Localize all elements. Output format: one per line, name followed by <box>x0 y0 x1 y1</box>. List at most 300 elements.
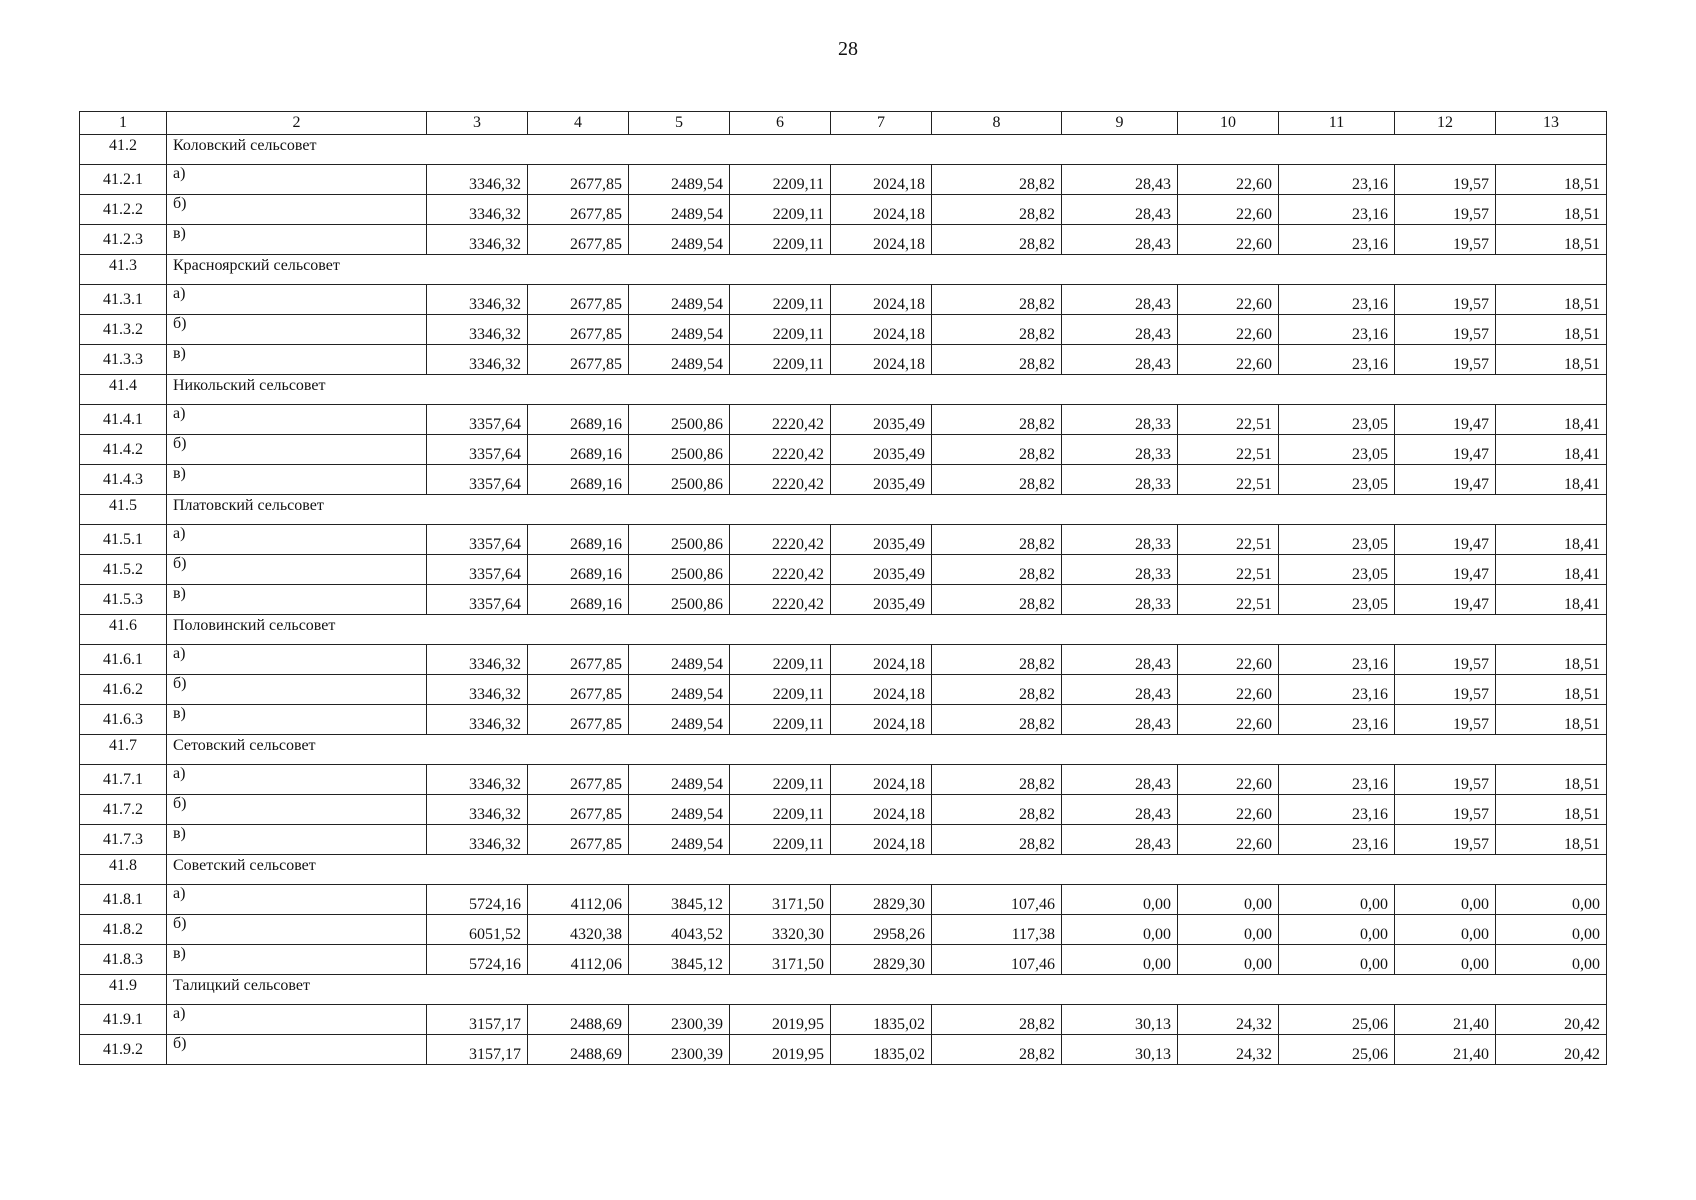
value-cell-col-5: 2500,86 <box>629 435 730 465</box>
value-cell-col-4: 2689,16 <box>528 585 629 615</box>
value-cell-col-10: 0,00 <box>1178 945 1279 975</box>
row-code: 41.6.3 <box>80 705 167 735</box>
section-row <box>80 735 1607 765</box>
value-cell-col-5: 2300,39 <box>629 1005 730 1035</box>
value-cell-col-12: 19,47 <box>1395 555 1496 585</box>
value-cell-col-9: 28,43 <box>1062 165 1178 195</box>
table-row <box>80 555 1607 585</box>
value-cell-col-7: 2035,49 <box>831 585 932 615</box>
value-cell-col-4: 2488,69 <box>528 1005 629 1035</box>
table-row <box>80 285 1607 315</box>
value-cell-col-3: 3357,64 <box>427 525 528 555</box>
section-row <box>80 615 1607 645</box>
value-cell-col-3: 3157,17 <box>427 1005 528 1035</box>
value-cell-col-4: 2689,16 <box>528 435 629 465</box>
value-cell-col-13: 18,41 <box>1496 555 1607 585</box>
value-cell-col-5: 2489,54 <box>629 345 730 375</box>
value-cell-col-6: 3171,50 <box>730 885 831 915</box>
value-cell-col-12: 19,57 <box>1395 705 1496 735</box>
value-cell-col-3: 3357,64 <box>427 585 528 615</box>
value-cell-col-6: 2209,11 <box>730 795 831 825</box>
value-cell-col-3: 3346,32 <box>427 825 528 855</box>
section-row <box>80 975 1607 1005</box>
section-row <box>80 495 1607 525</box>
row-variant: б) <box>167 915 427 945</box>
column-header-7: 7 <box>831 112 932 135</box>
value-cell-col-7: 2035,49 <box>831 525 932 555</box>
column-header-1: 1 <box>80 112 167 135</box>
row-code: 41.7.2 <box>80 795 167 825</box>
value-cell-col-8: 28,82 <box>932 795 1062 825</box>
section-code: 41.9 <box>80 975 167 1005</box>
row-variant: а) <box>167 285 427 315</box>
value-cell-col-8: 28,82 <box>932 645 1062 675</box>
column-header-4: 4 <box>528 112 629 135</box>
row-variant: а) <box>167 405 427 435</box>
value-cell-col-3: 3346,32 <box>427 345 528 375</box>
value-cell-col-11: 23,16 <box>1279 315 1395 345</box>
value-cell-col-4: 2677,85 <box>528 225 629 255</box>
value-cell-col-3: 3346,32 <box>427 795 528 825</box>
section-name: Никольский сельсовет <box>167 375 1607 405</box>
value-cell-col-5: 2500,86 <box>629 585 730 615</box>
value-cell-col-5: 2489,54 <box>629 795 730 825</box>
value-cell-col-9: 28,43 <box>1062 705 1178 735</box>
value-cell-col-11: 23,16 <box>1279 225 1395 255</box>
value-cell-col-10: 22,60 <box>1178 345 1279 375</box>
row-code: 41.7.3 <box>80 825 167 855</box>
value-cell-col-9: 28,43 <box>1062 345 1178 375</box>
value-cell-col-12: 0,00 <box>1395 945 1496 975</box>
value-cell-col-4: 2677,85 <box>528 765 629 795</box>
row-variant: б) <box>167 1035 427 1065</box>
value-cell-col-4: 4112,06 <box>528 945 629 975</box>
value-cell-col-10: 0,00 <box>1178 915 1279 945</box>
value-cell-col-7: 2035,49 <box>831 555 932 585</box>
value-cell-col-10: 22,60 <box>1178 195 1279 225</box>
value-cell-col-9: 0,00 <box>1062 945 1178 975</box>
value-cell-col-7: 2024,18 <box>831 225 932 255</box>
value-cell-col-12: 19,57 <box>1395 825 1496 855</box>
value-cell-col-6: 2220,42 <box>730 465 831 495</box>
table-row <box>80 795 1607 825</box>
value-cell-col-11: 23,16 <box>1279 675 1395 705</box>
value-cell-col-11: 23,16 <box>1279 765 1395 795</box>
value-cell-col-7: 2024,18 <box>831 195 932 225</box>
value-cell-col-9: 28,43 <box>1062 285 1178 315</box>
value-cell-col-8: 28,82 <box>932 315 1062 345</box>
value-cell-col-13: 18,51 <box>1496 195 1607 225</box>
value-cell-col-6: 2220,42 <box>730 525 831 555</box>
value-cell-col-12: 19,47 <box>1395 525 1496 555</box>
value-cell-col-5: 2300,39 <box>629 1035 730 1065</box>
row-code: 41.9.1 <box>80 1005 167 1035</box>
value-cell-col-8: 28,82 <box>932 225 1062 255</box>
table-row <box>80 585 1607 615</box>
value-cell-col-3: 3346,32 <box>427 285 528 315</box>
value-cell-col-5: 2489,54 <box>629 285 730 315</box>
value-cell-col-3: 3357,64 <box>427 435 528 465</box>
value-cell-col-12: 19,57 <box>1395 315 1496 345</box>
row-code: 41.5.2 <box>80 555 167 585</box>
value-cell-col-6: 2019,95 <box>730 1005 831 1035</box>
value-cell-col-5: 2489,54 <box>629 165 730 195</box>
value-cell-col-3: 6051,52 <box>427 915 528 945</box>
value-cell-col-13: 18,51 <box>1496 165 1607 195</box>
value-cell-col-7: 2024,18 <box>831 705 932 735</box>
value-cell-col-13: 0,00 <box>1496 915 1607 945</box>
table-row <box>80 885 1607 915</box>
value-cell-col-8: 28,82 <box>932 555 1062 585</box>
value-cell-col-11: 23,05 <box>1279 555 1395 585</box>
column-header-2: 2 <box>167 112 427 135</box>
value-cell-col-10: 22,60 <box>1178 705 1279 735</box>
value-cell-col-7: 2035,49 <box>831 465 932 495</box>
value-cell-col-5: 2500,86 <box>629 555 730 585</box>
column-header-8: 8 <box>932 112 1062 135</box>
value-cell-col-5: 2500,86 <box>629 405 730 435</box>
value-cell-col-10: 22,51 <box>1178 435 1279 465</box>
value-cell-col-13: 18,51 <box>1496 825 1607 855</box>
value-cell-col-11: 25,06 <box>1279 1035 1395 1065</box>
value-cell-col-6: 3320,30 <box>730 915 831 945</box>
value-cell-col-4: 2677,85 <box>528 675 629 705</box>
value-cell-col-9: 28,43 <box>1062 225 1178 255</box>
value-cell-col-5: 2489,54 <box>629 825 730 855</box>
value-cell-col-13: 18,41 <box>1496 585 1607 615</box>
value-cell-col-6: 2209,11 <box>730 705 831 735</box>
section-name: Коловский сельсовет <box>167 135 1607 165</box>
value-cell-col-9: 28,43 <box>1062 795 1178 825</box>
row-variant: а) <box>167 1005 427 1035</box>
value-cell-col-7: 2024,18 <box>831 825 932 855</box>
value-cell-col-3: 3346,32 <box>427 765 528 795</box>
row-variant: б) <box>167 795 427 825</box>
value-cell-col-11: 23,16 <box>1279 195 1395 225</box>
value-cell-col-7: 2024,18 <box>831 285 932 315</box>
value-cell-col-11: 23,05 <box>1279 525 1395 555</box>
value-cell-col-5: 2500,86 <box>629 465 730 495</box>
value-cell-col-10: 22,60 <box>1178 765 1279 795</box>
value-cell-col-12: 19,57 <box>1395 195 1496 225</box>
value-cell-col-11: 23,16 <box>1279 645 1395 675</box>
page-number: 28 <box>838 38 858 60</box>
value-cell-col-13: 18,41 <box>1496 465 1607 495</box>
value-cell-col-8: 28,82 <box>932 1005 1062 1035</box>
value-cell-col-5: 2489,54 <box>629 315 730 345</box>
value-cell-col-9: 28,33 <box>1062 585 1178 615</box>
tariff-table <box>79 111 1607 1065</box>
value-cell-col-10: 22,51 <box>1178 525 1279 555</box>
row-variant: в) <box>167 345 427 375</box>
value-cell-col-9: 28,33 <box>1062 405 1178 435</box>
value-cell-col-11: 23,05 <box>1279 405 1395 435</box>
table-row <box>80 315 1607 345</box>
value-cell-col-4: 2689,16 <box>528 525 629 555</box>
value-cell-col-8: 28,82 <box>932 585 1062 615</box>
value-cell-col-3: 3157,17 <box>427 1035 528 1065</box>
table-row <box>80 195 1607 225</box>
value-cell-col-6: 2209,11 <box>730 165 831 195</box>
value-cell-col-8: 117,38 <box>932 915 1062 945</box>
section-code: 41.2 <box>80 135 167 165</box>
value-cell-col-3: 5724,16 <box>427 945 528 975</box>
row-variant: в) <box>167 705 427 735</box>
value-cell-col-7: 2024,18 <box>831 165 932 195</box>
value-cell-col-3: 3357,64 <box>427 405 528 435</box>
row-code: 41.8.1 <box>80 885 167 915</box>
value-cell-col-7: 2024,18 <box>831 645 932 675</box>
value-cell-col-10: 22,60 <box>1178 675 1279 705</box>
value-cell-col-4: 2689,16 <box>528 465 629 495</box>
value-cell-col-10: 22,60 <box>1178 825 1279 855</box>
value-cell-col-13: 0,00 <box>1496 945 1607 975</box>
value-cell-col-11: 23,16 <box>1279 825 1395 855</box>
section-code: 41.3 <box>80 255 167 285</box>
section-row <box>80 135 1607 165</box>
value-cell-col-7: 2024,18 <box>831 675 932 705</box>
value-cell-col-12: 19,57 <box>1395 645 1496 675</box>
value-cell-col-11: 0,00 <box>1279 885 1395 915</box>
value-cell-col-11: 25,06 <box>1279 1005 1395 1035</box>
value-cell-col-8: 107,46 <box>932 885 1062 915</box>
value-cell-col-3: 3357,64 <box>427 465 528 495</box>
row-code: 41.6.1 <box>80 645 167 675</box>
value-cell-col-12: 0,00 <box>1395 915 1496 945</box>
value-cell-col-8: 28,82 <box>932 825 1062 855</box>
row-code: 41.2.3 <box>80 225 167 255</box>
row-code: 41.2.2 <box>80 195 167 225</box>
value-cell-col-13: 18,51 <box>1496 675 1607 705</box>
row-variant: б) <box>167 195 427 225</box>
value-cell-col-4: 2677,85 <box>528 795 629 825</box>
column-header-6: 6 <box>730 112 831 135</box>
value-cell-col-6: 2209,11 <box>730 195 831 225</box>
table-row <box>80 675 1607 705</box>
table-row <box>80 465 1607 495</box>
section-code: 41.5 <box>80 495 167 525</box>
value-cell-col-6: 2220,42 <box>730 585 831 615</box>
value-cell-col-9: 28,33 <box>1062 465 1178 495</box>
value-cell-col-7: 2024,18 <box>831 765 932 795</box>
value-cell-col-6: 3171,50 <box>730 945 831 975</box>
value-cell-col-9: 28,43 <box>1062 195 1178 225</box>
value-cell-col-8: 28,82 <box>932 1035 1062 1065</box>
value-cell-col-11: 23,16 <box>1279 795 1395 825</box>
value-cell-col-12: 19,57 <box>1395 795 1496 825</box>
row-code: 41.3.3 <box>80 345 167 375</box>
value-cell-col-4: 2677,85 <box>528 825 629 855</box>
value-cell-col-13: 18,51 <box>1496 315 1607 345</box>
value-cell-col-9: 28,43 <box>1062 825 1178 855</box>
value-cell-col-10: 22,51 <box>1178 405 1279 435</box>
value-cell-col-13: 18,41 <box>1496 435 1607 465</box>
row-code: 41.5.3 <box>80 585 167 615</box>
value-cell-col-5: 3845,12 <box>629 945 730 975</box>
value-cell-col-8: 28,82 <box>932 705 1062 735</box>
value-cell-col-13: 18,51 <box>1496 795 1607 825</box>
value-cell-col-12: 19,47 <box>1395 465 1496 495</box>
value-cell-col-9: 28,33 <box>1062 555 1178 585</box>
value-cell-col-10: 22,60 <box>1178 225 1279 255</box>
value-cell-col-8: 28,82 <box>932 195 1062 225</box>
value-cell-col-4: 2677,85 <box>528 285 629 315</box>
value-cell-col-9: 28,43 <box>1062 315 1178 345</box>
row-code: 41.8.3 <box>80 945 167 975</box>
value-cell-col-5: 2489,54 <box>629 195 730 225</box>
value-cell-col-6: 2209,11 <box>730 225 831 255</box>
value-cell-col-4: 4320,38 <box>528 915 629 945</box>
section-code: 41.4 <box>80 375 167 405</box>
value-cell-col-7: 2958,26 <box>831 915 932 945</box>
table-row <box>80 165 1607 195</box>
value-cell-col-9: 28,33 <box>1062 525 1178 555</box>
section-name: Платовский сельсовет <box>167 495 1607 525</box>
value-cell-col-9: 28,43 <box>1062 765 1178 795</box>
value-cell-col-7: 2829,30 <box>831 945 932 975</box>
value-cell-col-3: 3357,64 <box>427 555 528 585</box>
value-cell-col-11: 0,00 <box>1279 945 1395 975</box>
value-cell-col-11: 23,05 <box>1279 585 1395 615</box>
value-cell-col-10: 24,32 <box>1178 1035 1279 1065</box>
row-variant: в) <box>167 825 427 855</box>
table-body <box>80 112 1607 1065</box>
row-variant: б) <box>167 435 427 465</box>
value-cell-col-13: 20,42 <box>1496 1005 1607 1035</box>
value-cell-col-8: 28,82 <box>932 345 1062 375</box>
value-cell-col-4: 2677,85 <box>528 705 629 735</box>
table-row <box>80 525 1607 555</box>
value-cell-col-10: 22,60 <box>1178 285 1279 315</box>
table-row <box>80 435 1607 465</box>
value-cell-col-13: 18,51 <box>1496 645 1607 675</box>
value-cell-col-8: 28,82 <box>932 675 1062 705</box>
value-cell-col-9: 28,43 <box>1062 675 1178 705</box>
table-row <box>80 945 1607 975</box>
row-code: 41.2.1 <box>80 165 167 195</box>
value-cell-col-7: 1835,02 <box>831 1005 932 1035</box>
value-cell-col-7: 2035,49 <box>831 435 932 465</box>
value-cell-col-3: 3346,32 <box>427 645 528 675</box>
value-cell-col-12: 19,47 <box>1395 435 1496 465</box>
row-variant: в) <box>167 225 427 255</box>
section-row <box>80 855 1607 885</box>
value-cell-col-12: 19,57 <box>1395 285 1496 315</box>
row-code: 41.4.2 <box>80 435 167 465</box>
value-cell-col-13: 18,41 <box>1496 405 1607 435</box>
value-cell-col-5: 3845,12 <box>629 885 730 915</box>
value-cell-col-12: 21,40 <box>1395 1035 1496 1065</box>
value-cell-col-4: 4112,06 <box>528 885 629 915</box>
row-code: 41.8.2 <box>80 915 167 945</box>
column-header-3: 3 <box>427 112 528 135</box>
value-cell-col-10: 22,60 <box>1178 645 1279 675</box>
section-name: Сетовский сельсовет <box>167 735 1607 765</box>
value-cell-col-5: 2500,86 <box>629 525 730 555</box>
value-cell-col-8: 28,82 <box>932 405 1062 435</box>
value-cell-col-12: 19,57 <box>1395 165 1496 195</box>
row-code: 41.7.1 <box>80 765 167 795</box>
row-code: 41.4.3 <box>80 465 167 495</box>
row-code: 41.9.2 <box>80 1035 167 1065</box>
value-cell-col-12: 19,47 <box>1395 585 1496 615</box>
value-cell-col-3: 3346,32 <box>427 675 528 705</box>
value-cell-col-10: 22,60 <box>1178 165 1279 195</box>
value-cell-col-6: 2209,11 <box>730 645 831 675</box>
value-cell-col-12: 19,47 <box>1395 405 1496 435</box>
table-row <box>80 1005 1607 1035</box>
section-name: Советский сельсовет <box>167 855 1607 885</box>
value-cell-col-7: 1835,02 <box>831 1035 932 1065</box>
column-number-row <box>80 112 1607 135</box>
value-cell-col-3: 3346,32 <box>427 315 528 345</box>
value-cell-col-7: 2024,18 <box>831 795 932 825</box>
row-variant: а) <box>167 765 427 795</box>
value-cell-col-7: 2024,18 <box>831 315 932 345</box>
value-cell-col-12: 19,57 <box>1395 225 1496 255</box>
value-cell-col-3: 3346,32 <box>427 195 528 225</box>
value-cell-col-13: 18,51 <box>1496 345 1607 375</box>
row-code: 41.3.2 <box>80 315 167 345</box>
value-cell-col-7: 2829,30 <box>831 885 932 915</box>
column-header-11: 11 <box>1279 112 1395 135</box>
row-variant: б) <box>167 315 427 345</box>
value-cell-col-8: 28,82 <box>932 165 1062 195</box>
row-variant: б) <box>167 555 427 585</box>
value-cell-col-11: 23,16 <box>1279 285 1395 315</box>
value-cell-col-6: 2209,11 <box>730 285 831 315</box>
value-cell-col-7: 2035,49 <box>831 405 932 435</box>
row-variant: а) <box>167 165 427 195</box>
value-cell-col-6: 2220,42 <box>730 435 831 465</box>
value-cell-col-4: 2488,69 <box>528 1035 629 1065</box>
value-cell-col-4: 2689,16 <box>528 405 629 435</box>
column-header-13: 13 <box>1496 112 1607 135</box>
value-cell-col-11: 23,05 <box>1279 465 1395 495</box>
value-cell-col-5: 2489,54 <box>629 225 730 255</box>
row-variant: в) <box>167 945 427 975</box>
value-cell-col-6: 2019,95 <box>730 1035 831 1065</box>
section-code: 41.8 <box>80 855 167 885</box>
value-cell-col-3: 3346,32 <box>427 225 528 255</box>
value-cell-col-12: 21,40 <box>1395 1005 1496 1035</box>
value-cell-col-4: 2677,85 <box>528 165 629 195</box>
value-cell-col-13: 18,41 <box>1496 525 1607 555</box>
row-code: 41.4.1 <box>80 405 167 435</box>
value-cell-col-8: 28,82 <box>932 765 1062 795</box>
row-variant: а) <box>167 885 427 915</box>
value-cell-col-12: 19,57 <box>1395 765 1496 795</box>
row-variant: б) <box>167 675 427 705</box>
value-cell-col-10: 22,60 <box>1178 795 1279 825</box>
section-name: Талицкий сельсовет <box>167 975 1607 1005</box>
value-cell-col-6: 2209,11 <box>730 825 831 855</box>
value-cell-col-10: 22,51 <box>1178 465 1279 495</box>
value-cell-col-11: 23,16 <box>1279 165 1395 195</box>
column-header-5: 5 <box>629 112 730 135</box>
value-cell-col-11: 23,05 <box>1279 435 1395 465</box>
row-variant: а) <box>167 525 427 555</box>
value-cell-col-5: 2489,54 <box>629 765 730 795</box>
value-cell-col-3: 3346,32 <box>427 705 528 735</box>
column-header-9: 9 <box>1062 112 1178 135</box>
value-cell-col-11: 23,16 <box>1279 345 1395 375</box>
value-cell-col-8: 28,82 <box>932 465 1062 495</box>
column-header-10: 10 <box>1178 112 1279 135</box>
value-cell-col-10: 0,00 <box>1178 885 1279 915</box>
value-cell-col-6: 2209,11 <box>730 345 831 375</box>
value-cell-col-5: 2489,54 <box>629 705 730 735</box>
